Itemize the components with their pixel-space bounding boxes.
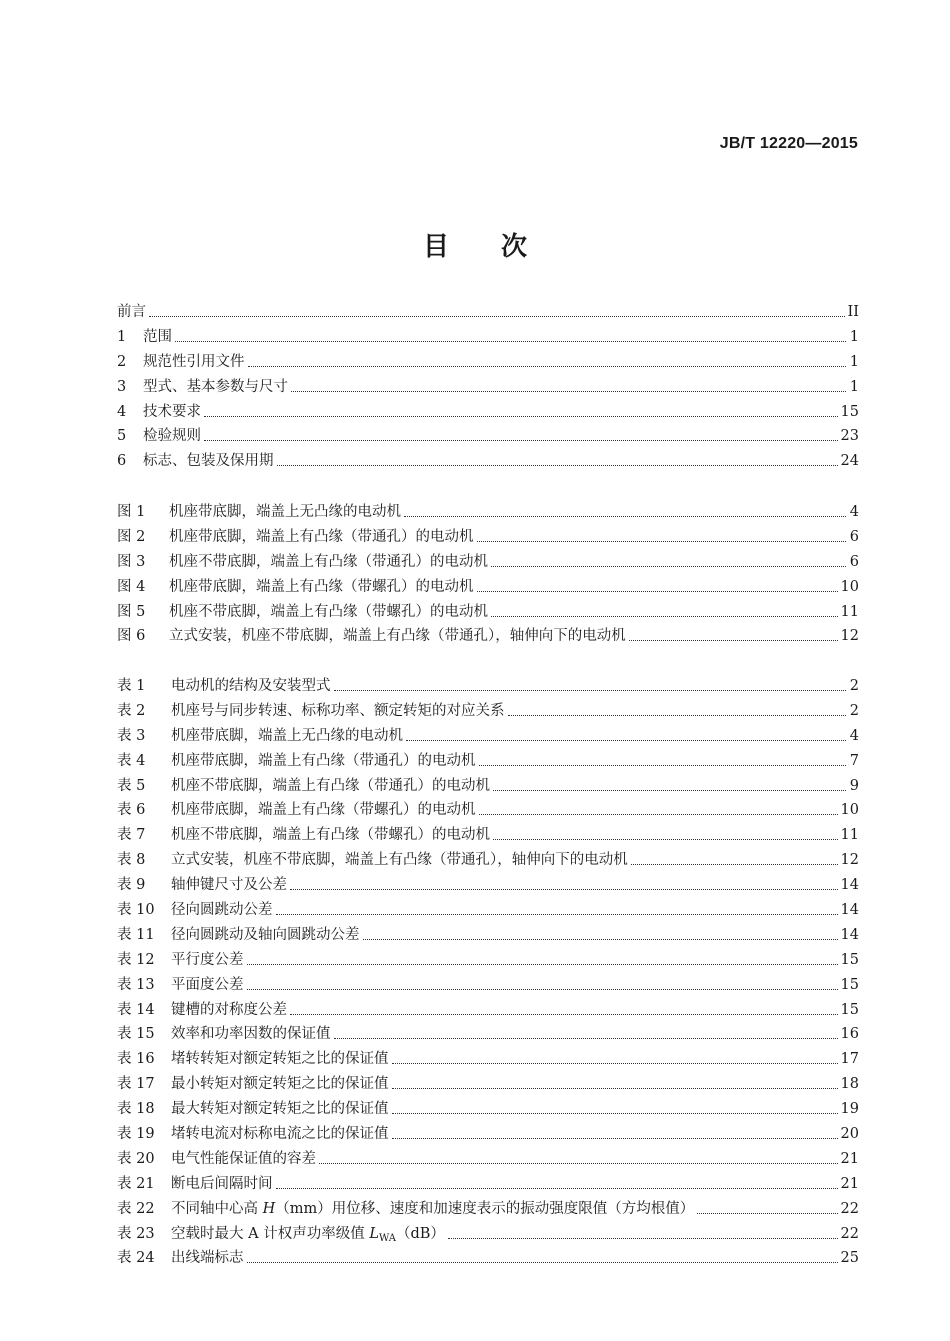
toc-entry[interactable] <box>117 923 859 948</box>
toc-entry-title: 技术要求 <box>143 403 201 420</box>
toc-entry-number: 图 6 <box>117 628 146 645</box>
dot-leader <box>247 950 838 965</box>
dot-leader <box>406 726 846 741</box>
toc-entry-number: 表 3 <box>117 727 146 744</box>
toc-entry-subscript: WA <box>378 1232 396 1244</box>
toc-entry[interactable] <box>117 624 859 649</box>
toc-title: 目次 <box>422 232 579 262</box>
toc-entry[interactable] <box>117 1072 859 1097</box>
toc-entry-page: 4 <box>849 727 859 744</box>
toc-entry-page: 21 <box>840 1150 859 1167</box>
toc-entry-page: 6 <box>849 528 859 545</box>
toc-entry[interactable] <box>117 798 859 823</box>
dot-leader <box>629 626 838 641</box>
dot-leader <box>334 1024 838 1039</box>
standard-code: JB/T 12220—2015 <box>719 135 858 152</box>
dot-leader <box>277 451 838 466</box>
toc-entry-number: 表 15 <box>117 1026 155 1043</box>
toc-entry[interactable] <box>117 1197 859 1222</box>
toc-entry-page: II <box>847 304 859 320</box>
toc-entry[interactable] <box>117 724 859 749</box>
toc-entry[interactable] <box>117 774 859 799</box>
toc-entry-number: 表 24 <box>117 1250 155 1267</box>
dot-leader <box>392 1099 838 1114</box>
toc-entry-number: 表 8 <box>117 852 146 869</box>
toc-entry-number: 表 18 <box>117 1101 155 1118</box>
toc-entry-page: 15 <box>840 951 859 968</box>
dot-leader <box>479 800 838 815</box>
toc-entry[interactable] <box>117 350 859 375</box>
toc-entry-number: 表 6 <box>117 802 146 819</box>
toc-entry-page: 15 <box>840 1001 859 1018</box>
toc-entry[interactable] <box>117 1172 859 1197</box>
toc-entry-title: 最大转矩对额定转矩之比的保证值 <box>171 1101 389 1118</box>
toc-entry[interactable] <box>117 674 859 699</box>
toc-entry[interactable] <box>117 749 859 774</box>
toc-entry-title: 堵转电流对标称电流之比的保证值 <box>171 1126 389 1143</box>
dot-leader <box>404 502 846 517</box>
dot-leader <box>291 377 846 392</box>
dot-leader <box>477 527 847 542</box>
toc-entry[interactable] <box>117 848 859 873</box>
toc-entry-number: 表 20 <box>117 1150 155 1167</box>
toc-entry[interactable] <box>117 1022 859 1047</box>
toc-entry-page: 12 <box>840 628 859 645</box>
dot-leader <box>175 327 846 342</box>
toc-entry-title: 最小转矩对额定转矩之比的保证值 <box>171 1076 389 1093</box>
toc-entry-title: 机座不带底脚，端盖上有凸缘（带通孔）的电动机 <box>171 777 490 794</box>
toc-entry-title: 前言 <box>117 304 146 320</box>
toc-entry-title: 型式、基本参数与尺寸 <box>143 378 288 395</box>
toc-entry-title: 堵转转矩对额定转矩之比的保证值 <box>171 1051 389 1068</box>
toc-entry-page: 23 <box>840 428 859 445</box>
toc-entry-title: 标志、包装及保用期 <box>143 453 274 470</box>
toc-entry-title: 电动机的结构及安装型式 <box>171 678 331 694</box>
toc-entry[interactable] <box>117 973 859 998</box>
dot-leader <box>392 1049 838 1064</box>
toc-entry-page: 15 <box>840 976 859 993</box>
dot-leader <box>276 1174 838 1189</box>
dot-leader <box>247 975 838 990</box>
dot-leader <box>491 602 838 617</box>
toc-entry-number: 图 3 <box>117 553 146 570</box>
toc-entry-title: 径向圆跳动及轴向圆跳动公差 <box>171 926 360 943</box>
toc-entry-number: 表 22 <box>117 1200 155 1217</box>
toc-entry[interactable] <box>117 575 859 600</box>
dot-leader <box>334 676 847 691</box>
toc-tables-list <box>117 674 859 1271</box>
toc-entry[interactable] <box>117 500 859 525</box>
dot-leader <box>448 1224 838 1239</box>
dot-leader <box>479 751 847 766</box>
toc-entry-number: 4 <box>117 403 127 420</box>
toc-entry-number: 表 11 <box>117 926 155 943</box>
toc-entry-title: 机座不带底脚，端盖上有凸缘（带螺孔）的电动机 <box>171 827 490 844</box>
toc-entry-title: 电气性能保证值的容差 <box>171 1150 316 1167</box>
toc-entry[interactable] <box>117 325 859 350</box>
toc-entry-page: 11 <box>840 827 859 844</box>
toc-entry[interactable] <box>117 823 859 848</box>
toc-entry[interactable] <box>117 525 859 550</box>
toc-entry-number: 表 5 <box>117 777 146 794</box>
toc-entry-number: 3 <box>117 378 127 395</box>
toc-entry-page: 14 <box>840 902 859 919</box>
toc-entry-title: 机座带底脚，端盖上有凸缘（带螺孔）的电动机 <box>169 578 474 595</box>
toc-entry-number: 图 1 <box>117 504 146 520</box>
toc-entry-number: 表 19 <box>117 1126 155 1143</box>
toc-entry-title-part: （dB） <box>395 1225 445 1242</box>
toc-entry-page: 17 <box>840 1051 859 1068</box>
toc-entry-title: 机座不带底脚，端盖上有凸缘（带通孔）的电动机 <box>169 553 488 570</box>
toc-entry-title-part: （mm）用位移、速度和加速度表示的振动强度限值（方均根值） <box>275 1200 695 1217</box>
toc-entry-symbol: L <box>369 1225 379 1242</box>
toc-entry-page: 16 <box>840 1026 859 1043</box>
toc-entry-number: 表 14 <box>117 1001 155 1018</box>
dot-leader <box>392 1124 838 1139</box>
toc-entry-number: 表 10 <box>117 902 155 919</box>
dot-leader <box>290 1000 838 1015</box>
toc-entry-title: 机座带底脚，端盖上有凸缘（带通孔）的电动机 <box>169 528 474 545</box>
toc-entry-title: 检验规则 <box>143 428 201 445</box>
toc-entry-page: 2 <box>849 678 859 694</box>
toc-entry-title: 立式安装，机座不带底脚，端盖上有凸缘（带通孔），轴伸向下的电动机 <box>169 628 626 645</box>
toc-entry-title: 效率和功率因数的保证值 <box>171 1026 331 1043</box>
toc-entry-number: 表 17 <box>117 1076 155 1093</box>
toc-entry[interactable] <box>117 873 859 898</box>
toc-entry-page: 6 <box>849 553 859 570</box>
toc-entry-number: 表 4 <box>117 752 146 769</box>
toc-entry-page: 14 <box>840 877 859 894</box>
toc-entry-number: 表 13 <box>117 976 155 993</box>
dot-leader <box>493 776 846 791</box>
toc-entry[interactable] <box>117 699 859 724</box>
toc-entry-page: 10 <box>840 578 859 595</box>
toc-entry-page: 21 <box>840 1175 859 1192</box>
toc-entry-number: 1 <box>117 328 127 345</box>
toc-entry-number: 6 <box>117 453 127 470</box>
toc-entry-number: 5 <box>117 428 127 445</box>
toc-entry-page: 20 <box>840 1126 859 1143</box>
toc-entry-title: 机座带底脚，端盖上无凸缘的电动机 <box>171 727 403 744</box>
toc-entry-page: 14 <box>840 926 859 943</box>
toc-entry-page: 19 <box>840 1101 859 1118</box>
dot-leader <box>508 701 847 716</box>
toc-entry-title: 规范性引用文件 <box>143 353 245 370</box>
dot-leader <box>247 1248 838 1263</box>
toc-entry-title: 机座带底脚，端盖上有凸缘（带螺孔）的电动机 <box>171 802 476 819</box>
toc-entry[interactable] <box>117 998 859 1023</box>
toc-entry-page: 18 <box>840 1076 859 1093</box>
dot-leader <box>493 825 838 840</box>
toc-entry-title: 平行度公差 <box>171 951 244 968</box>
toc-entry-title: 断电后间隔时间 <box>171 1175 273 1192</box>
toc-figures-list <box>117 500 859 649</box>
toc-entry-title: 机座号与同步转速、标称功率、额定转矩的对应关系 <box>171 702 505 719</box>
toc-entry-page: 1 <box>849 328 859 345</box>
toc-entry-title: 立式安装，机座不带底脚，端盖上有凸缘（带通孔），轴伸向下的电动机 <box>171 852 628 869</box>
toc-entry[interactable] <box>117 375 859 400</box>
toc-entry-number: 表 2 <box>117 702 146 719</box>
toc-entry-title: 机座带底脚，端盖上有凸缘（带通孔）的电动机 <box>171 752 476 769</box>
toc-entry[interactable] <box>117 948 859 973</box>
dot-leader <box>392 1074 838 1089</box>
dot-leader <box>204 402 838 417</box>
toc-entry-page: 22 <box>840 1225 859 1242</box>
dot-leader <box>631 850 838 865</box>
toc-entry-title <box>171 1197 694 1222</box>
toc-entry[interactable] <box>117 424 859 449</box>
dot-leader <box>248 352 847 367</box>
toc-sections-list <box>117 300 859 474</box>
dot-leader <box>363 925 838 940</box>
toc-entry[interactable] <box>117 1097 859 1122</box>
toc-entry[interactable] <box>117 600 859 625</box>
toc-entry-number: 图 5 <box>117 603 146 620</box>
toc-entry[interactable] <box>117 400 859 425</box>
dot-leader <box>290 875 838 890</box>
toc-entry-number: 表 16 <box>117 1051 155 1068</box>
dot-leader <box>697 1199 837 1214</box>
toc-entry-title: 径向圆跳动公差 <box>171 902 273 919</box>
toc-entry-page: 7 <box>849 752 859 769</box>
toc-entry-number: 表 1 <box>117 678 146 694</box>
dot-leader <box>276 900 838 915</box>
toc-entry-page: 15 <box>840 403 859 420</box>
toc-entry-page: 24 <box>840 453 859 470</box>
toc-entry[interactable] <box>117 1147 859 1172</box>
toc-entry-page: 25 <box>840 1250 859 1267</box>
toc-entry-page: 4 <box>849 504 859 520</box>
toc-entry-page: 22 <box>840 1200 859 1217</box>
toc-entry-title: 轴伸键尺寸及公差 <box>171 877 287 894</box>
toc-entry-number: 图 4 <box>117 578 146 595</box>
dot-leader <box>204 426 838 441</box>
toc-entry-number: 表 7 <box>117 827 146 844</box>
toc-entry-title: 平面度公差 <box>171 976 244 993</box>
toc-entry[interactable] <box>117 898 859 923</box>
dot-leader <box>319 1149 838 1164</box>
toc-entry-number: 表 9 <box>117 877 146 894</box>
dot-leader <box>149 302 845 317</box>
toc-entry[interactable] <box>117 449 859 474</box>
toc-entry-page: 1 <box>849 353 859 370</box>
toc-entry[interactable] <box>117 1047 859 1072</box>
toc-entry-page: 1 <box>849 378 859 395</box>
toc-entry-number: 2 <box>117 353 127 370</box>
toc-entry[interactable] <box>117 1222 859 1247</box>
toc-entry-title: 范围 <box>143 328 172 345</box>
toc-entry-number: 表 21 <box>117 1175 155 1192</box>
toc-entry-page: 10 <box>840 802 859 819</box>
toc-entry-title: 键槽的对称度公差 <box>171 1001 287 1018</box>
toc-entry-page: 11 <box>840 603 859 620</box>
toc-entry-number: 图 2 <box>117 528 146 545</box>
toc-entry[interactable] <box>117 300 859 325</box>
toc-entry-title-part: 不同轴中心高 <box>171 1200 263 1217</box>
toc-entry-number: 表 12 <box>117 951 155 968</box>
dot-leader <box>477 577 838 592</box>
toc-entry-page: 9 <box>849 777 859 794</box>
toc-entry-page: 2 <box>849 702 859 719</box>
toc-entry-page: 12 <box>840 852 859 869</box>
toc-entry-number: 表 23 <box>117 1225 155 1242</box>
toc-entry[interactable] <box>117 550 859 575</box>
toc-entry-title: 机座不带底脚，端盖上有凸缘（带螺孔）的电动机 <box>169 603 488 620</box>
toc-entry[interactable] <box>117 1246 859 1271</box>
toc-entry-title-part: 空载时最大 A 计权声功率级值 <box>171 1225 370 1242</box>
toc-entry-symbol: H <box>262 1200 276 1217</box>
dot-leader <box>491 552 846 567</box>
toc-entry-title: 出线端标志 <box>171 1250 244 1267</box>
toc-entry[interactable] <box>117 1122 859 1147</box>
toc-entry-title: 机座带底脚，端盖上无凸缘的电动机 <box>169 504 401 520</box>
